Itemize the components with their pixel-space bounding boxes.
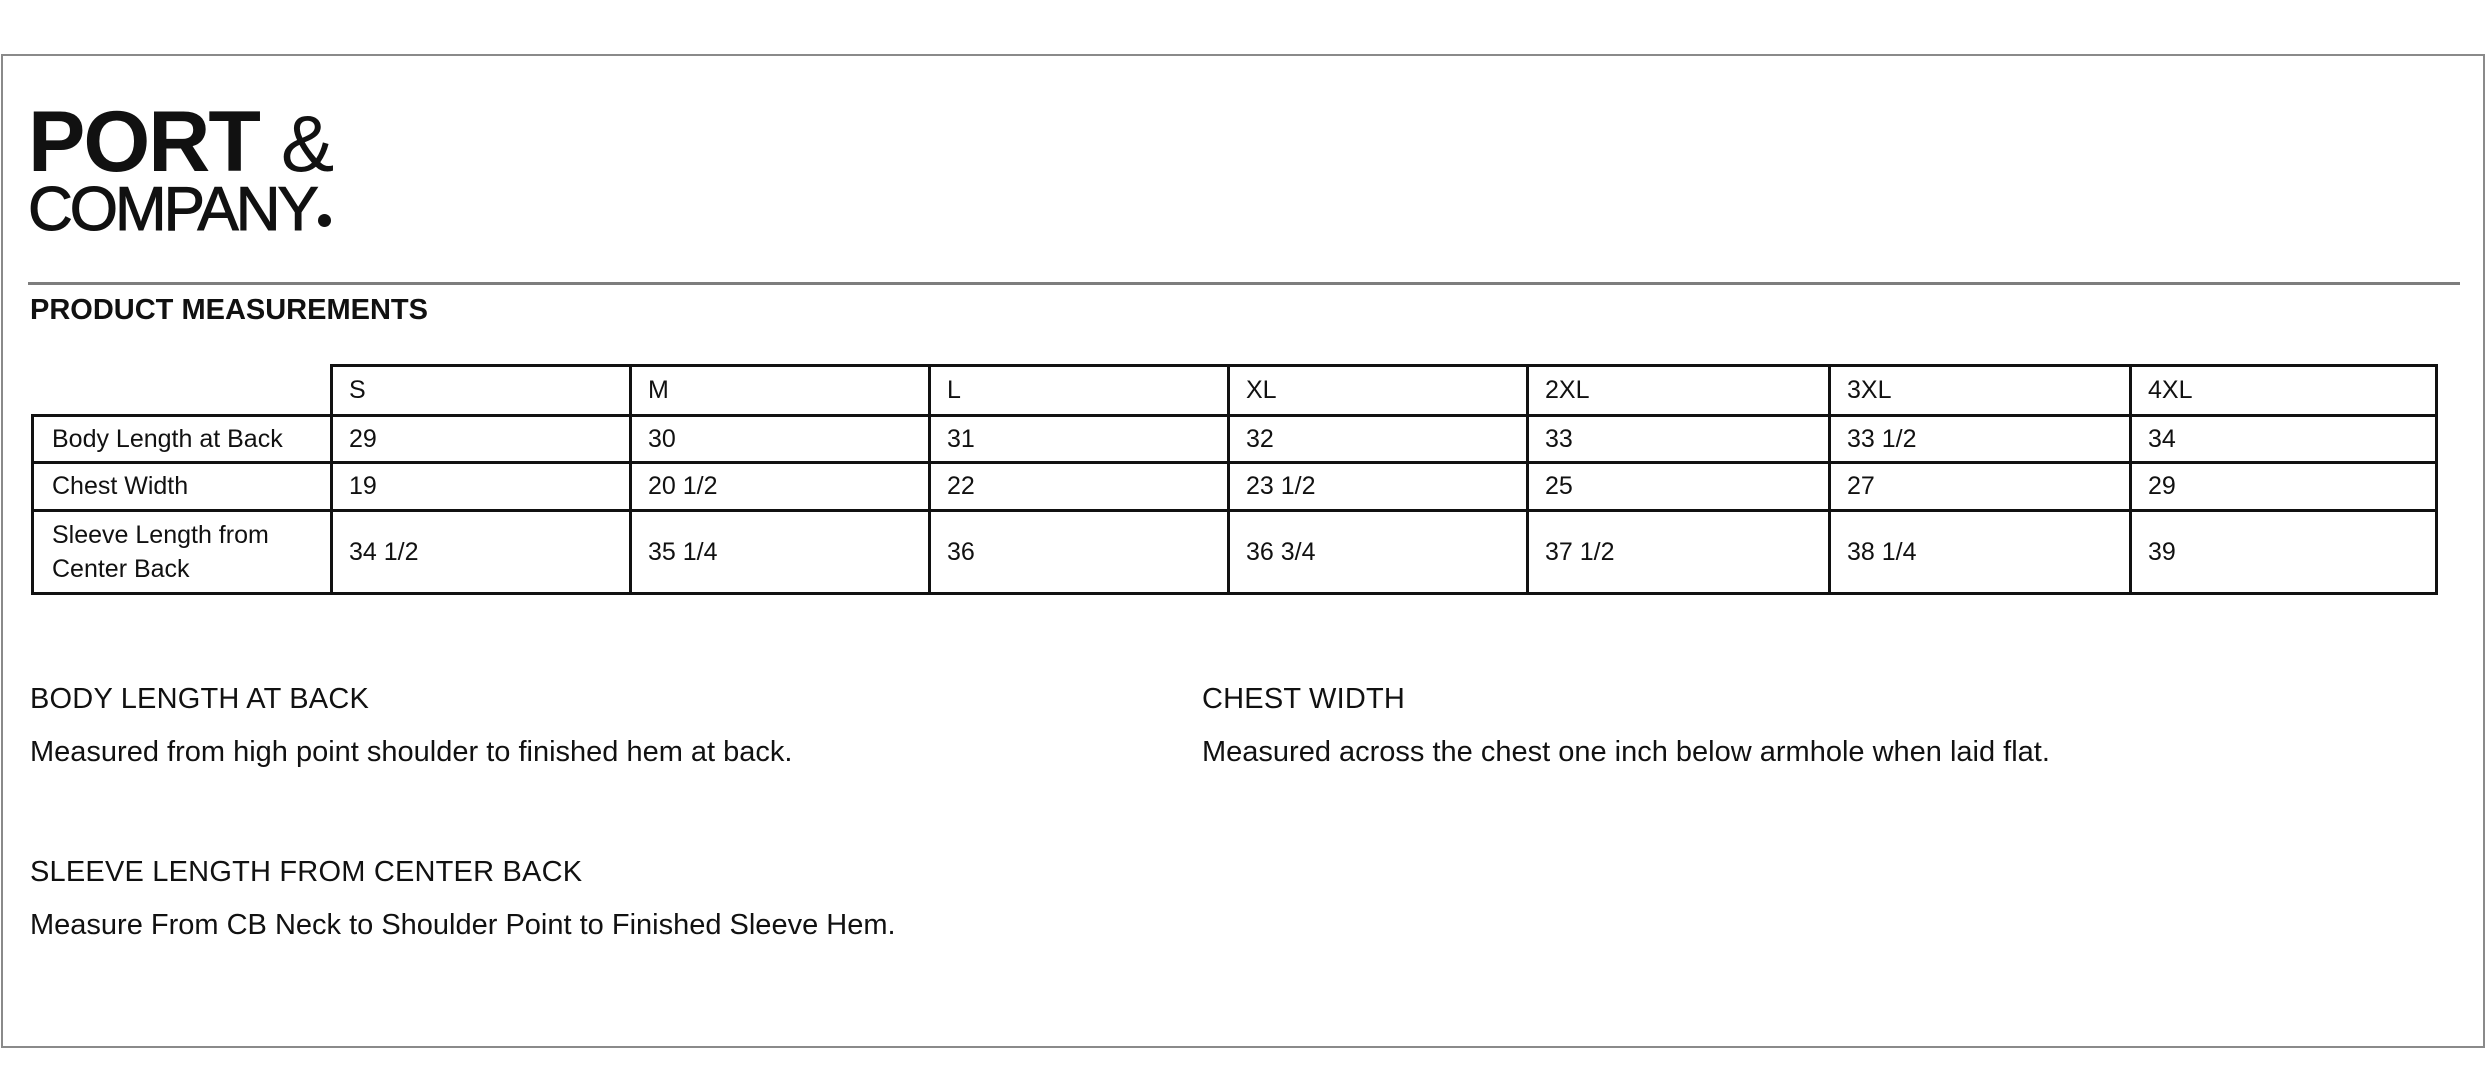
row-label: Chest Width [33,463,332,511]
table-cell: 36 3/4 [1229,510,1528,593]
table-cell: 22 [930,463,1229,511]
table-cell: 39 [2131,510,2437,593]
sleeve-length-text: Measure From CB Neck to Shoulder Point to Finished Sleeve Hem. [30,909,896,941]
table-cell: 37 1/2 [1528,510,1830,593]
table-cell: 34 [2131,415,2437,463]
row-label: Body Length at Back [33,415,332,463]
row-label: Sleeve Length from Center Back [33,510,332,593]
size-header: S [332,366,631,416]
table-cell: 20 1/2 [631,463,930,511]
table-corner-cell [33,366,332,416]
table-cell: 25 [1528,463,1830,511]
body-length-heading: BODY LENGTH AT BACK [30,683,370,715]
table-row [33,463,2437,511]
logo-line1: PORT [28,94,259,190]
table-cell: 38 1/4 [1830,510,2131,593]
chest-width-text: Measured across the chest one inch below armhole when laid flat. [1202,736,2050,768]
table-cell: 33 [1528,415,1830,463]
chest-width-heading: CHEST WIDTH [1202,683,1406,715]
table-header-row [33,366,2437,416]
table-cell: 19 [332,463,631,511]
table-row [33,415,2437,463]
table-cell: 35 1/4 [631,510,930,593]
port-company-logo [28,94,335,244]
table-cell: 23 1/2 [1229,463,1528,511]
table-cell: 30 [631,415,930,463]
logo-line2: COMPANY [28,175,316,244]
size-header: L [930,366,1229,416]
sleeve-length-heading: SLEEVE LENGTH FROM CENTER BACK [30,856,583,888]
table-cell: 29 [2131,463,2437,511]
table-cell: 29 [332,415,631,463]
table-cell: 32 [1229,415,1528,463]
table-cell: 34 1/2 [332,510,631,593]
table-cell: 36 [930,510,1229,593]
size-header: XL [1229,366,1528,416]
logo-ampersand: & [280,99,335,188]
table-cell: 27 [1830,463,2131,511]
table-cell: 33 1/2 [1830,415,2131,463]
table-cell: 31 [930,415,1229,463]
registered-mark-icon [318,214,331,227]
measurements-table [31,364,2438,595]
size-header: 2XL [1528,366,1830,416]
table-row [33,510,2437,593]
section-title: PRODUCT MEASUREMENTS [30,294,428,326]
header-divider [28,282,2460,285]
size-header: M [631,366,930,416]
size-header: 3XL [1830,366,2131,416]
body-length-text: Measured from high point shoulder to finished hem at back. [30,736,793,768]
size-header: 4XL [2131,366,2437,416]
